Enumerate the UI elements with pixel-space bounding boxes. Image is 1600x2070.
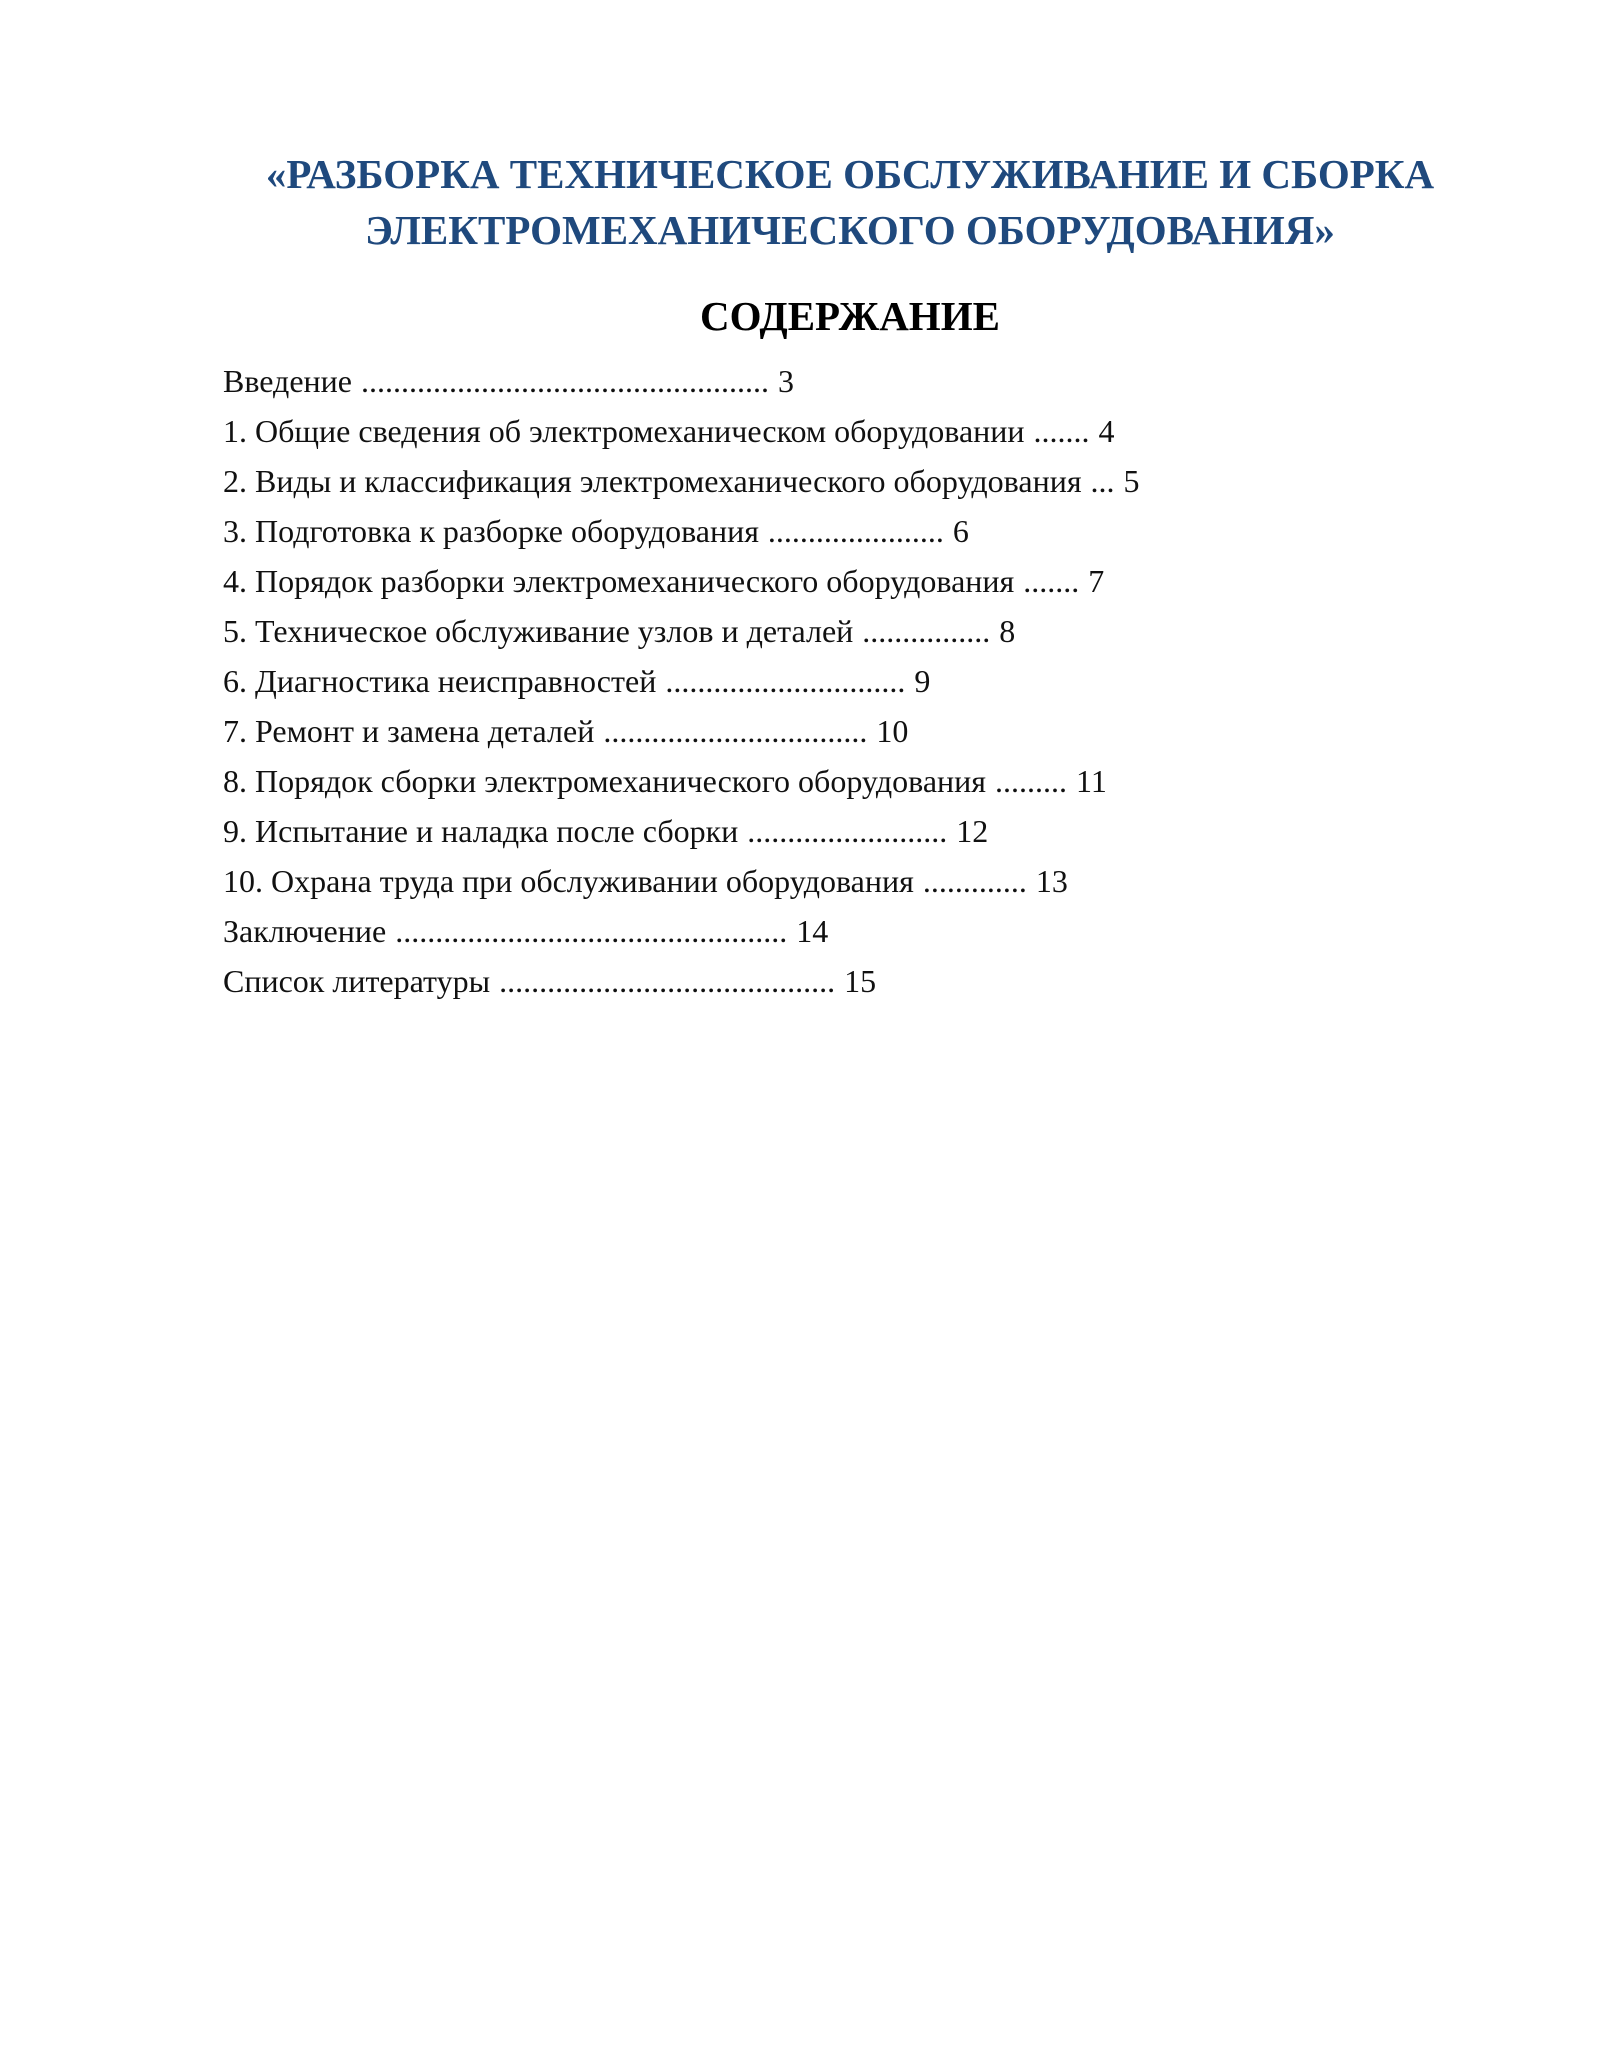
toc-entry-leader: ............. bbox=[922, 863, 1027, 899]
toc-entry bbox=[223, 606, 1140, 656]
toc-entry-text: 6. Диагностика неисправностей bbox=[223, 663, 657, 699]
toc-entry bbox=[223, 756, 1140, 806]
toc-entry-page: 8 bbox=[999, 613, 1016, 649]
toc-entry bbox=[223, 856, 1140, 906]
toc-entry-page: 4 bbox=[1098, 413, 1115, 449]
toc-entry-page: 11 bbox=[1076, 763, 1107, 799]
toc-entry-leader: ....... bbox=[1033, 413, 1090, 449]
toc-entry bbox=[223, 906, 1140, 956]
toc-entry-page: 5 bbox=[1123, 463, 1140, 499]
toc-entry-page: 3 bbox=[777, 363, 794, 399]
toc-entry-text: 1. Общие сведения об электромеханическом оборудовании bbox=[223, 413, 1025, 449]
toc-entry bbox=[223, 506, 1140, 556]
toc-entry-text: 3. Подготовка к разборке оборудования bbox=[223, 513, 759, 549]
toc-entry-page: 10 bbox=[876, 713, 909, 749]
toc-entry-page: 14 bbox=[796, 913, 829, 949]
toc-entry-leader: .............................. bbox=[665, 663, 906, 699]
document-title-line-1: «РАЗБОРКА ТЕХНИЧЕСКОЕ ОБСЛУЖИВАНИЕ И СБОРКА bbox=[265, 151, 1435, 197]
toc-entry-page: 6 bbox=[952, 513, 969, 549]
document-title-line-2: ЭЛЕКТРОМЕХАНИЧЕСКОГО ОБОРУДОВАНИЯ» bbox=[365, 207, 1335, 253]
toc-entry-leader: .......................................... bbox=[499, 963, 836, 999]
toc-entry bbox=[223, 356, 1140, 406]
toc-entry bbox=[223, 656, 1140, 706]
toc-entry-text: 9. Испытание и наладка после сборки bbox=[223, 813, 739, 849]
toc-entry-leader: ................ bbox=[862, 613, 991, 649]
toc-entry-page: 7 bbox=[1088, 563, 1105, 599]
toc-heading: СОДЕРЖАНИЕ bbox=[700, 293, 1000, 339]
toc-entry-text: 5. Техническое обслуживание узлов и деталей bbox=[223, 613, 854, 649]
toc-entry-leader: ................................. bbox=[603, 713, 868, 749]
toc-entry-page: 12 bbox=[956, 813, 989, 849]
toc-entry-text: 4. Порядок разборки электромеханического оборудования bbox=[223, 563, 1015, 599]
toc-entry-leader: ....... bbox=[1023, 563, 1080, 599]
table-of-contents bbox=[223, 356, 1140, 1006]
toc-entry-leader: ... bbox=[1090, 463, 1115, 499]
toc-entry-leader: ................................................. bbox=[395, 913, 788, 949]
toc-entry-page: 15 bbox=[844, 963, 877, 999]
toc-entry-leader: ...................... bbox=[767, 513, 944, 549]
toc-entry bbox=[223, 806, 1140, 856]
toc-entry-page: 13 bbox=[1035, 863, 1068, 899]
toc-entry bbox=[223, 956, 1140, 1006]
toc-entry bbox=[223, 706, 1140, 756]
toc-entry-text: Заключение bbox=[223, 913, 387, 949]
document-title bbox=[190, 146, 1510, 258]
toc-entry bbox=[223, 556, 1140, 606]
toc-entry-text: Список литературы bbox=[223, 963, 491, 999]
toc-entry bbox=[223, 406, 1140, 456]
toc-entry bbox=[223, 456, 1140, 506]
toc-entry-leader: ......................... bbox=[747, 813, 948, 849]
toc-entry-text: Введение bbox=[223, 363, 352, 399]
toc-entry-text: 10. Охрана труда при обслуживании оборудования bbox=[223, 863, 914, 899]
toc-entry-text: 8. Порядок сборки электромеханического оборудования bbox=[223, 763, 987, 799]
toc-entry-leader: ................................................... bbox=[360, 363, 769, 399]
toc-entry-page: 9 bbox=[914, 663, 931, 699]
toc-entry-text: 2. Виды и классификация электромеханического оборудования bbox=[223, 463, 1082, 499]
toc-entry-leader: ......... bbox=[995, 763, 1068, 799]
toc-entry-text: 7. Ремонт и замена деталей bbox=[223, 713, 595, 749]
